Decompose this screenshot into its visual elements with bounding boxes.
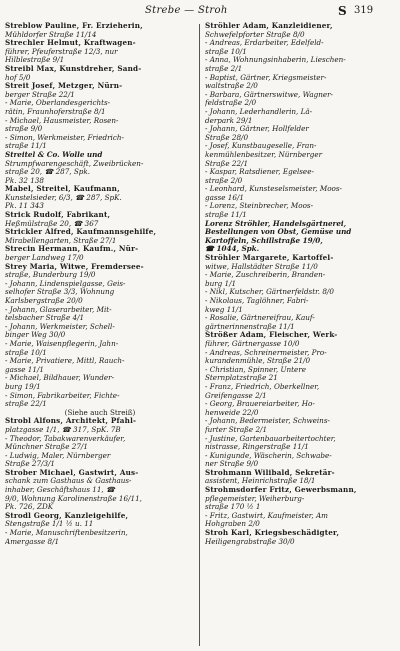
directory-entry-name: Strohmann Wilibald, Sekretär- (205, 468, 335, 477)
directory-entry-line: straße, Bunderburg 19/0 (5, 271, 96, 280)
directory-entry-name: Mabel, Streitel, Kaufmann, (5, 185, 120, 194)
directory-entry-line: schank zum Gasthaus & Gasthaus- (5, 477, 132, 486)
directory-entry-line: telsbacher Straße 4/1 (5, 314, 85, 323)
directory-entry-line: binger Weg 30/0 (5, 331, 66, 340)
running-title: Strebe — Stroh (145, 5, 228, 16)
directory-entry-line: ☎ 1044, Spk. (205, 245, 260, 254)
directory-entry-line: Straße 28/0 (205, 133, 249, 142)
directory-entry-line: Straße 27/3/1 (5, 460, 56, 469)
directory-entry-line: - Christian, Spinner, Untere (205, 365, 307, 374)
directory-entry-line: - Marie, Waisenpflegerin, Jahn- (5, 339, 119, 348)
directory-entry-line: Münchner Straße 27/1 (5, 443, 88, 452)
directory-entry-line: kurandenmühle, Straße 21/0 (205, 357, 311, 366)
directory-entry-line: - Johann, Glaserarbeiter, Mit- (5, 305, 112, 314)
directory-entry-line: Schwefelpforter Straße 8/0 (205, 30, 305, 39)
directory-entry-line: - Johann, Bedermeister, Schweins- (205, 417, 330, 426)
directory-entry-name: Strick Rudolf, Fabrikant, (5, 211, 111, 220)
directory-entry-line: - Justine, Gartenbauarbeitertochter, (205, 434, 336, 443)
directory-entry-line: assistent, Heinrichstraße 18/1 (205, 477, 316, 486)
directory-entry-name: Strober Michael, Gastwirt, Aus- (5, 468, 139, 477)
directory-entry-line: Pk. 32 138 (5, 176, 44, 185)
directory-entry-line: - Marie, Zuschreiberin, Branden- (205, 271, 326, 280)
directory-entry-line: straße 9/0 (5, 125, 43, 134)
directory-entry-line: - Johann, Werkmeister, Schell- (5, 322, 115, 331)
directory-entry-line: straße 11/1 (205, 211, 247, 220)
page-header (0, 4, 400, 20)
directory-entry-line: - Ludwig, Maler, Nürnberger (5, 451, 111, 460)
directory-entry-line: 9/0, Wohnung Karolinenstraße 16/11, (5, 494, 142, 503)
directory-entry-line: Amergasse 8/1 (5, 537, 60, 546)
directory-entry-line: straße 11/1 (5, 142, 47, 151)
directory-entry-line: - Georg, Brauereiarbeiter, Ho- (205, 400, 315, 409)
directory-entry-line: - Andreas, Erdarbeiter, Edelfeld- (205, 39, 324, 48)
directory-entry-line: selhofer Straße 3/3, Wohnung (5, 288, 115, 297)
directory-entry-name: Streblow Pauline, Fr. Erzieherin, (5, 22, 143, 30)
directory-entry-line: berger Straße 22/1 (5, 90, 75, 99)
directory-entry-line: Streitel & Co. Wolle und (5, 150, 103, 159)
directory-entry-name: Ströhler Margarete, Kartoffel- (205, 254, 334, 263)
directory-entry-name: Strohmsdorfer Fritz, Gewerbsmann, (205, 486, 357, 495)
directory-entry-name: Streibl Max, Kunstdreher, Sand- (5, 64, 142, 73)
directory-entry-line: Pk. 726, ZDK (5, 503, 54, 512)
directory-entry-line: - Kunigunde, Wäscherin, Schwabe- (205, 451, 332, 460)
directory-entry-line: berger Landweg 17/0 (5, 254, 84, 263)
directory-entry-line: Sternplatzstraße 21 (205, 374, 278, 383)
directory-entry-line: Lorenz Ströhler, Handelsgärtnerei, (205, 219, 347, 228)
directory-entry-line: gasse 11/1 (5, 365, 44, 374)
directory-entry-line: Karlsbergstraße 20/0 (5, 297, 83, 305)
directory-entry-line: - Johann, Lederhandlerin, Lä- (205, 107, 313, 116)
directory-entry-line: Strumpfwarengeschäft, Zweibrücken- (5, 159, 144, 168)
directory-entry-line: nistrasse, Ringerstraße 11/1 (205, 443, 309, 452)
directory-entry-line: - Leonhard, Kunsteselsmeister, Moos- (205, 185, 342, 194)
directory-entry-line: straße 170 ½ 1 (205, 503, 261, 512)
section-letter: S (338, 4, 347, 18)
directory-entry-name: Stroh Karl, Kriegsbeschädigter, (205, 529, 340, 538)
directory-entry-line: derpark 29/1 (205, 116, 253, 125)
directory-entry-line: Heßmülstraße 20, ☎ 367 (5, 219, 99, 228)
directory-entry-line: - Kaspar, Ratsdiener, Egelsee- (205, 168, 314, 177)
directory-entry-line: straße 10/1 (5, 348, 47, 357)
directory-entry-line: - Franz, Friedrich, Oberkellner, (205, 382, 320, 391)
directory-entry-line: witwe, Hallstädter Straße 11/0 (205, 262, 318, 271)
right-column (205, 22, 395, 546)
directory-entry-line: Pk. 11 343 (5, 202, 44, 211)
directory-entry-line: kenmühlenbesitzer, Nürnberger (205, 150, 323, 159)
directory-entry-name: Strecin Hermann, Kaufm., Nür- (5, 245, 139, 254)
directory-entry-line: platzgasse 1/1, ☎ 317, SpK. 7B (5, 425, 121, 434)
directory-entry-line: ner Straße 9/0 (205, 460, 259, 469)
directory-entry-line: Bestellungen von Obst, Gemüse und (205, 228, 352, 237)
directory-entry-line: burg 1/1 (205, 279, 237, 288)
directory-entry-line: - Theodor, Tabakwarenverkäufer, (5, 434, 126, 443)
directory-entry-line: pflegemeister, Weiherburg- (205, 494, 305, 503)
directory-entry-line: feldstraße 2/0 (205, 99, 257, 108)
directory-entry-line: - Simon, Fabrikarbeiter, Fichte- (5, 391, 120, 400)
left-column (5, 22, 195, 546)
directory-entry-name: Strechler Helmut, Kraftwagen- (5, 39, 136, 48)
directory-entry-line: waltstraße 2/0 (205, 82, 258, 91)
directory-entry-line: - Josef, Kunstbaugeselle, Fran- (205, 142, 317, 151)
directory-entry-line: - Michael, Hausmeister, Rosen- (5, 116, 119, 125)
directory-entry-line: Greifengasse 2/1 (205, 391, 267, 400)
directory-entry-line: Kunstelsieder, 6/3, ☎ 287, SpK. (5, 193, 122, 202)
directory-entry-line: straße 10/1 (205, 47, 247, 56)
directory-entry-line: Hilblestraße 9/1 (5, 56, 65, 65)
directory-entry-name: Strickler Alfred, Kaufmannsgehilfe, (5, 228, 157, 237)
directory-entry-line: Mühldorfer Straße 11/14 (5, 30, 97, 39)
directory-entry-line: - Lorenz, Steinbrecher, Moos- (205, 202, 314, 211)
directory-entry-line: - Michael, Bildhauer, Wunder- (5, 374, 114, 383)
directory-entry-line: Mirabellengarten, Straße 27/1 (5, 236, 117, 245)
directory-entry-line: - Rosalie, Gärtnereifrau, Kauf- (205, 314, 315, 323)
directory-entry-line: straße 22/1 (5, 400, 47, 409)
directory-entry-line: furter Straße 2/1 (205, 425, 268, 434)
directory-entry-name: Streit Josef, Metzger, Nürn- (5, 82, 123, 91)
directory-entry-line: - Anna, Wohnungsinhaberin, Lieschen- (205, 56, 346, 65)
directory-entry-name: Strößer Adam, Fleischer, Werk- (205, 331, 338, 340)
directory-entry-line: Straße 22/1 (205, 159, 249, 168)
directory-entry-line: gärtnerinnenstraße 11/1 (205, 322, 295, 331)
directory-entry-line: - Johann, Gärtner, Hollfelder (205, 125, 309, 134)
directory-entry-line: Heiligengrabstraße 30/0 (205, 537, 295, 546)
directory-entry-line: inhaber, Geschäftshaus 11, ☎ (5, 486, 115, 495)
directory-entry-line: - Nikl, Kutscher, Gärtnerfeldstr. 8/0 (205, 288, 334, 297)
directory-entry-line: - Barbara, Gärtnerswitwe, Wagner- (205, 90, 333, 99)
directory-entry-line: - Marie, Manuschriftenbesitzerin, (5, 529, 128, 538)
directory-entry-line: rätin, Fraunhoferstraße 8/1 (5, 107, 106, 116)
directory-entry-name: Ströhler Adam, Kanzleidiener, (205, 22, 333, 30)
directory-entry-line: führer, Gärtnergasse 10/0 (205, 339, 300, 348)
directory-entry-line: - Johann, Lindenspielgasse, Geis- (5, 279, 126, 288)
directory-entry-line: straße 2/1 (205, 64, 243, 73)
directory-entry-line: - Andreas, Schreinermeister, Pro- (205, 348, 327, 357)
directory-entry-line: Stengstraße 1/1 ½ u. 11 (5, 520, 94, 529)
directory-entry-line: - Marie, Oberlandesgerichts- (5, 99, 111, 108)
directory-entry-line: - Fritz, Gastwirt, Kaufmeister, Am (205, 511, 328, 520)
directory-entry-line: gasse 16/1 (205, 193, 244, 202)
directory-entry-line: führer, Pfeuferstraße 12/3, nur (5, 47, 118, 56)
directory-entry-line: - Marie, Privatiere, Mittl, Rauch- (5, 357, 125, 366)
directory-entry-line: hof 5/0 (5, 73, 31, 82)
directory-entry-line: Kartoffeln, Schillstraße 19/0, (205, 236, 323, 245)
directory-entry-name: Strey Maria, Witwe, Fremdersee- (5, 262, 144, 271)
directory-entry-name: Strodl Georg, Kanzleigehilfe, (5, 511, 129, 520)
directory-entry-line: - Nikolaus, Taglöhner, Fabri- (205, 297, 309, 305)
page-number: 319 (354, 5, 374, 16)
directory-entry-line: (Siehe auch Streiß) (64, 408, 136, 417)
directory-entry-line: - Simon, Werkmeister, Friedrich- (5, 133, 124, 142)
directory-entry-name: Strobl Alfons, Architekt, Pfahl- (5, 417, 137, 426)
directory-entry-line: henweide 22/0 (205, 408, 259, 417)
directory-entry-line: burg 19/1 (5, 382, 41, 391)
directory-entry-line: straße 20, ☎ 287, Spk. (5, 168, 91, 177)
directory-entry-line: - Baptist, Gärtner, Kriegsmeister- (205, 73, 327, 82)
directory-entry-line: straße 2/0 (205, 176, 243, 185)
column-divider (199, 24, 200, 646)
directory-entry-line: Hohgraben 2/0 (205, 520, 260, 529)
directory-entry-line: kweg 11/1 (205, 305, 243, 314)
